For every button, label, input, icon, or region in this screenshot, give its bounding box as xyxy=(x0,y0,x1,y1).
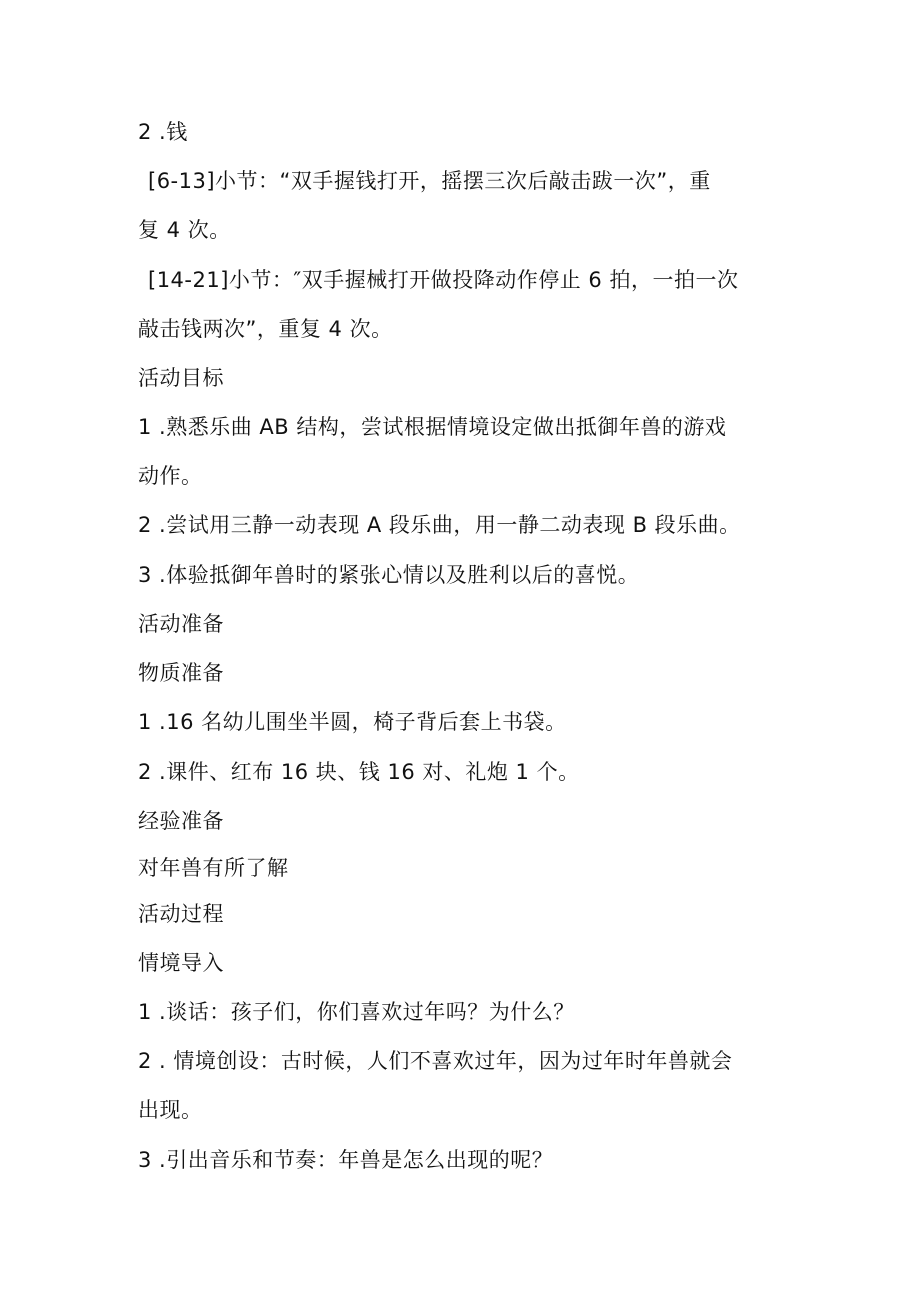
goal-item-2: 2 .尝试用三静一动表现 A 段乐曲，用一静二动表现 B 段乐曲。 xyxy=(138,513,741,537)
process-item-3: 3 .引出音乐和节奏：年兽是怎么出现的呢？ xyxy=(138,1148,554,1172)
heading-material-preparation: 物质准备 xyxy=(138,661,224,685)
process-item-1: 1 .谈话：孩子们，你们喜欢过年吗？为什么？ xyxy=(138,1000,575,1024)
heading-experience-preparation: 经验准备 xyxy=(138,809,224,833)
goal-item-1: 1 .熟悉乐曲 AB 结构，尝试根据情境设定做出抵御年兽的游戏 xyxy=(138,415,727,439)
goal-item-1-cont: 动作。 xyxy=(138,464,203,488)
material-item-2: 2 .课件、红布 16 块、钱 16 对、礼炮 1 个。 xyxy=(138,760,580,784)
process-item-2-cont: 出现。 xyxy=(138,1098,203,1122)
heading-activity-preparation: 活动准备 xyxy=(138,612,224,636)
heading-situation-intro: 情境导入 xyxy=(138,951,224,975)
paragraph-bars-6-13: [6-13]小节：“双手握钱打开，摇摆三次后敲击跋一次”，重 xyxy=(148,169,711,193)
experience-text: 对年兽有所了解 xyxy=(138,856,289,880)
heading-activity-goals: 活动目标 xyxy=(138,366,224,390)
paragraph-bars-14-21: [14-21]小节：″双手握械打开做投降动作停止 6 拍，一拍一次 xyxy=(148,268,739,292)
paragraph-bars-14-21-cont: 敲击钱两次”，重复 4 次。 xyxy=(138,317,393,341)
section-item-2-cymbal: 2 .钱 xyxy=(138,120,188,144)
paragraph-bars-6-13-cont: 复 4 次。 xyxy=(138,218,231,242)
process-item-2: 2 . 情境创设：古时候，人们不喜欢过年，因为过年时年兽就会 xyxy=(138,1049,733,1073)
heading-activity-process: 活动过程 xyxy=(138,902,224,926)
material-item-1: 1 .16 名幼儿围坐半圆，椅子背后套上书袋。 xyxy=(138,710,567,734)
goal-item-3: 3 .体验抵御年兽时的紧张心情以及胜利以后的喜悦。 xyxy=(138,563,640,587)
